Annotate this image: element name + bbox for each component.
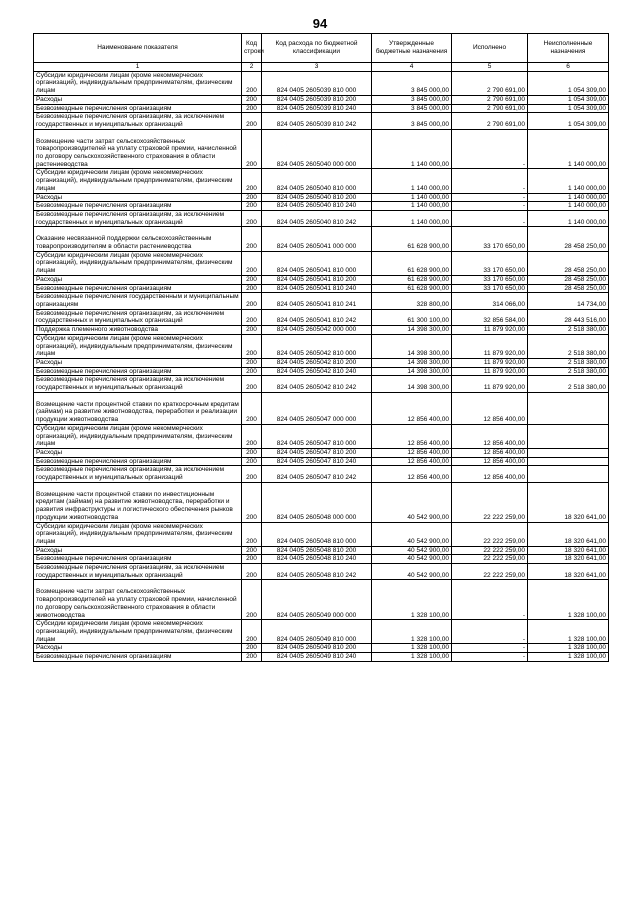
approved-amount-cell: 61 300 100,00 xyxy=(372,309,452,325)
unexecuted-amount-cell: 1 328 100,00 xyxy=(528,653,609,662)
approved-amount-cell: 1 328 100,00 xyxy=(372,644,452,653)
approved-amount-cell: 1 140 000,00 xyxy=(372,169,452,193)
executed-amount-cell: - xyxy=(452,644,528,653)
table-row xyxy=(34,522,609,546)
executed-amount-cell: 2 790 691,00 xyxy=(452,104,528,113)
expense-code-cell: 824 0405 2605039 810 000 xyxy=(262,71,372,95)
line-code-cell: 200 xyxy=(242,653,262,662)
unexecuted-amount-cell: 1 140 000,00 xyxy=(528,193,609,202)
approved-amount-cell: 14 398 300,00 xyxy=(372,358,452,367)
executed-amount-cell: 2 790 691,00 xyxy=(452,71,528,95)
line-code-cell: 200 xyxy=(242,424,262,448)
table-row xyxy=(34,293,609,309)
column-number: 6 xyxy=(528,63,609,72)
unexecuted-amount-cell: 2 518 380,00 xyxy=(528,358,609,367)
line-code-cell: 200 xyxy=(242,202,262,211)
expense-code-cell: 824 0405 2605049 810 240 xyxy=(262,653,372,662)
approved-amount-cell: 12 856 400,00 xyxy=(372,448,452,457)
executed-amount-cell: - xyxy=(452,129,528,169)
indicator-name-cell: Субсидии юридическим лицам (кроме некоммерческих организаций), индивидуальным предпринимателям, физическим лицам xyxy=(34,169,242,193)
unexecuted-amount-cell xyxy=(528,448,609,457)
executed-amount-cell: 12 856 400,00 xyxy=(452,424,528,448)
line-code-cell: 200 xyxy=(242,580,262,620)
column-number-row xyxy=(34,63,609,72)
table-row xyxy=(34,334,609,358)
table-row xyxy=(34,202,609,211)
table-row xyxy=(34,376,609,392)
budget-execution-table xyxy=(33,33,609,662)
indicator-name-cell: Расходы xyxy=(34,448,242,457)
unexecuted-amount-cell: 28 458 250,00 xyxy=(528,251,609,275)
approved-amount-cell: 40 542 900,00 xyxy=(372,522,452,546)
indicator-name-cell: Субсидии юридическим лицам (кроме некоммерческих организаций), индивидуальным предпринимателям, физическим лицам xyxy=(34,251,242,275)
executed-amount-cell: 22 222 259,00 xyxy=(452,555,528,564)
unexecuted-amount-cell: 14 734,00 xyxy=(528,293,609,309)
indicator-name-cell: Субсидии юридическим лицам (кроме некоммерческих организаций), индивидуальным предпринимателям, физическим лицам xyxy=(34,334,242,358)
table-row xyxy=(34,104,609,113)
indicator-name-cell: Расходы xyxy=(34,275,242,284)
unexecuted-amount-cell: 1 328 100,00 xyxy=(528,644,609,653)
expense-code-cell: 824 0405 2605047 810 200 xyxy=(262,448,372,457)
executed-amount-cell: - xyxy=(452,169,528,193)
unexecuted-amount-cell xyxy=(528,424,609,448)
indicator-name-cell: Безвозмездные перечисления организациям xyxy=(34,555,242,564)
approved-amount-cell: 1 140 000,00 xyxy=(372,129,452,169)
expense-code-cell: 824 0405 2605040 810 000 xyxy=(262,169,372,193)
unexecuted-amount-cell: 18 320 641,00 xyxy=(528,564,609,580)
unexecuted-amount-cell: 2 518 380,00 xyxy=(528,326,609,335)
approved-amount-cell: 12 856 400,00 xyxy=(372,424,452,448)
line-code-cell: 200 xyxy=(242,564,262,580)
indicator-name-cell: Возмещение части процентной ставки по инвестиционным кредитам (займам) на развитие животноводства, переработки и развития инфраструктуры и логистического обеспечения рынков продукции животноводства xyxy=(34,482,242,522)
indicator-name-cell: Безвозмездные перечисления организациям, за исключением государственных и муниципальных организаций xyxy=(34,210,242,226)
line-code-cell: 200 xyxy=(242,104,262,113)
table-row xyxy=(34,466,609,482)
executed-amount-cell: 11 879 920,00 xyxy=(452,358,528,367)
indicator-name-cell: Безвозмездные перечисления организациям xyxy=(34,653,242,662)
table-row xyxy=(34,392,609,424)
line-code-cell: 200 xyxy=(242,129,262,169)
executed-amount-cell: 33 170 650,00 xyxy=(452,275,528,284)
column-number: 1 xyxy=(34,63,242,72)
expense-code-cell: 824 0405 2605039 810 200 xyxy=(262,95,372,104)
indicator-name-cell: Расходы xyxy=(34,358,242,367)
unexecuted-amount-cell: 18 320 641,00 xyxy=(528,522,609,546)
expense-code-cell: 824 0405 2605041 810 240 xyxy=(262,284,372,293)
line-code-cell: 200 xyxy=(242,309,262,325)
column-number: 5 xyxy=(452,63,528,72)
expense-code-cell: 824 0405 2605039 810 242 xyxy=(262,113,372,129)
expense-code-cell: 824 0405 2605041 810 241 xyxy=(262,293,372,309)
approved-amount-cell: 328 800,00 xyxy=(372,293,452,309)
approved-amount-cell: 12 856 400,00 xyxy=(372,466,452,482)
expense-code-cell: 824 0405 2605041 810 242 xyxy=(262,309,372,325)
header-line-code: Код строки xyxy=(242,34,262,63)
expense-code-cell: 824 0405 2605040 810 242 xyxy=(262,210,372,226)
executed-amount-cell: 22 222 259,00 xyxy=(452,482,528,522)
header-indicator-name: Наименование показателя xyxy=(34,34,242,63)
indicator-name-cell: Субсидии юридическим лицам (кроме некоммерческих организаций), индивидуальным предпринимателям, физическим лицам xyxy=(34,71,242,95)
indicator-name-cell: Расходы xyxy=(34,95,242,104)
table-body xyxy=(34,71,609,661)
column-number: 2 xyxy=(242,63,262,72)
expense-code-cell: 824 0405 2605049 810 200 xyxy=(262,644,372,653)
table-row xyxy=(34,71,609,95)
table-row xyxy=(34,326,609,335)
table-row xyxy=(34,644,609,653)
table-row xyxy=(34,227,609,251)
unexecuted-amount-cell xyxy=(528,392,609,424)
executed-amount-cell: - xyxy=(452,202,528,211)
executed-amount-cell: 12 856 400,00 xyxy=(452,457,528,466)
expense-code-cell: 824 0405 2605040 810 240 xyxy=(262,202,372,211)
expense-code-cell: 824 0405 2605042 810 242 xyxy=(262,376,372,392)
expense-code-cell: 824 0405 2605048 000 000 xyxy=(262,482,372,522)
approved-amount-cell: 61 628 900,00 xyxy=(372,284,452,293)
indicator-name-cell: Возмещение части процентной ставки по краткосрочным кредитам (займам) на развитие животноводства, переработки и реализации продукции животноводства xyxy=(34,392,242,424)
table-row xyxy=(34,358,609,367)
approved-amount-cell: 61 628 900,00 xyxy=(372,275,452,284)
line-code-cell: 200 xyxy=(242,334,262,358)
line-code-cell: 200 xyxy=(242,620,262,644)
unexecuted-amount-cell: 1 140 000,00 xyxy=(528,210,609,226)
executed-amount-cell: - xyxy=(452,620,528,644)
table-row xyxy=(34,564,609,580)
expense-code-cell: 824 0405 2605041 000 000 xyxy=(262,227,372,251)
approved-amount-cell: 40 542 900,00 xyxy=(372,555,452,564)
executed-amount-cell: 32 856 584,00 xyxy=(452,309,528,325)
unexecuted-amount-cell: 28 458 250,00 xyxy=(528,227,609,251)
indicator-name-cell: Безвозмездные перечисления организациям xyxy=(34,284,242,293)
unexecuted-amount-cell: 28 458 250,00 xyxy=(528,275,609,284)
unexecuted-amount-cell: 1 140 000,00 xyxy=(528,169,609,193)
table-row xyxy=(34,193,609,202)
unexecuted-amount-cell: 1 140 000,00 xyxy=(528,202,609,211)
unexecuted-amount-cell: 28 443 516,00 xyxy=(528,309,609,325)
approved-amount-cell: 14 398 300,00 xyxy=(372,376,452,392)
header-expense-code: Код расхода по бюджетной классификации xyxy=(262,34,372,63)
line-code-cell: 200 xyxy=(242,448,262,457)
expense-code-cell: 824 0405 2605039 810 240 xyxy=(262,104,372,113)
indicator-name-cell: Безвозмездные перечисления организациям, за исключением государственных и муниципальных организаций xyxy=(34,564,242,580)
table-row xyxy=(34,309,609,325)
indicator-name-cell: Безвозмездные перечисления организациям, за исключением государственных и муниципальных организаций xyxy=(34,309,242,325)
executed-amount-cell: 12 856 400,00 xyxy=(452,466,528,482)
expense-code-cell: 824 0405 2605040 810 200 xyxy=(262,193,372,202)
expense-code-cell: 824 0405 2605048 810 240 xyxy=(262,555,372,564)
executed-amount-cell: 11 879 920,00 xyxy=(452,376,528,392)
approved-amount-cell: 1 140 000,00 xyxy=(372,202,452,211)
executed-amount-cell: 11 879 920,00 xyxy=(452,367,528,376)
line-code-cell: 200 xyxy=(242,644,262,653)
approved-amount-cell: 61 628 900,00 xyxy=(372,227,452,251)
indicator-name-cell: Расходы xyxy=(34,644,242,653)
unexecuted-amount-cell: 1 054 309,00 xyxy=(528,95,609,104)
expense-code-cell: 824 0405 2605041 810 000 xyxy=(262,251,372,275)
approved-amount-cell: 3 845 000,00 xyxy=(372,104,452,113)
executed-amount-cell: 12 856 400,00 xyxy=(452,392,528,424)
approved-amount-cell: 40 542 900,00 xyxy=(372,564,452,580)
line-code-cell: 200 xyxy=(242,193,262,202)
unexecuted-amount-cell xyxy=(528,466,609,482)
line-code-cell: 200 xyxy=(242,392,262,424)
executed-amount-cell: - xyxy=(452,653,528,662)
executed-amount-cell: 12 856 400,00 xyxy=(452,448,528,457)
executed-amount-cell: - xyxy=(452,580,528,620)
table-row xyxy=(34,448,609,457)
executed-amount-cell: - xyxy=(452,193,528,202)
column-number: 4 xyxy=(372,63,452,72)
line-code-cell: 200 xyxy=(242,275,262,284)
table-row xyxy=(34,113,609,129)
approved-amount-cell: 1 140 000,00 xyxy=(372,210,452,226)
unexecuted-amount-cell: 1 328 100,00 xyxy=(528,620,609,644)
indicator-name-cell: Безвозмездные перечисления организациям xyxy=(34,457,242,466)
table-row xyxy=(34,169,609,193)
executed-amount-cell: 11 879 920,00 xyxy=(452,326,528,335)
approved-amount-cell: 1 328 100,00 xyxy=(372,580,452,620)
approved-amount-cell: 1 140 000,00 xyxy=(372,193,452,202)
unexecuted-amount-cell: 1 054 309,00 xyxy=(528,113,609,129)
expense-code-cell: 824 0405 2605049 000 000 xyxy=(262,580,372,620)
expense-code-cell: 824 0405 2605042 810 000 xyxy=(262,334,372,358)
approved-amount-cell: 12 856 400,00 xyxy=(372,457,452,466)
expense-code-cell: 824 0405 2605047 810 242 xyxy=(262,466,372,482)
line-code-cell: 200 xyxy=(242,284,262,293)
table-row xyxy=(34,482,609,522)
header-executed: Исполнено xyxy=(452,34,528,63)
table-row xyxy=(34,580,609,620)
executed-amount-cell: 314 066,00 xyxy=(452,293,528,309)
unexecuted-amount-cell: 28 458 250,00 xyxy=(528,284,609,293)
approved-amount-cell: 12 856 400,00 xyxy=(372,392,452,424)
header-unexecuted: Неисполненные назначения xyxy=(528,34,609,63)
line-code-cell: 200 xyxy=(242,251,262,275)
approved-amount-cell: 1 328 100,00 xyxy=(372,653,452,662)
executed-amount-cell: 22 222 259,00 xyxy=(452,546,528,555)
unexecuted-amount-cell: 18 320 641,00 xyxy=(528,555,609,564)
indicator-name-cell: Субсидии юридическим лицам (кроме некоммерческих организаций), индивидуальным предпринимателям, физическим лицам xyxy=(34,620,242,644)
line-code-cell: 200 xyxy=(242,227,262,251)
table-row xyxy=(34,457,609,466)
line-code-cell: 200 xyxy=(242,546,262,555)
executed-amount-cell: 11 879 920,00 xyxy=(452,334,528,358)
unexecuted-amount-cell: 2 518 380,00 xyxy=(528,367,609,376)
expense-code-cell: 824 0405 2605042 810 200 xyxy=(262,358,372,367)
line-code-cell: 200 xyxy=(242,466,262,482)
unexecuted-amount-cell: 1 328 100,00 xyxy=(528,580,609,620)
approved-amount-cell: 1 328 100,00 xyxy=(372,620,452,644)
line-code-cell: 200 xyxy=(242,367,262,376)
table-row xyxy=(34,424,609,448)
expense-code-cell: 824 0405 2605042 000 000 xyxy=(262,326,372,335)
unexecuted-amount-cell: 1 054 309,00 xyxy=(528,104,609,113)
indicator-name-cell: Безвозмездные перечисления организациям xyxy=(34,367,242,376)
line-code-cell: 200 xyxy=(242,210,262,226)
unexecuted-amount-cell: 2 518 380,00 xyxy=(528,376,609,392)
executed-amount-cell: 33 170 650,00 xyxy=(452,251,528,275)
indicator-name-cell: Безвозмездные перечисления организациям xyxy=(34,104,242,113)
approved-amount-cell: 14 398 300,00 xyxy=(372,334,452,358)
approved-amount-cell: 40 542 900,00 xyxy=(372,546,452,555)
indicator-name-cell: Субсидии юридическим лицам (кроме некоммерческих организаций), индивидуальным предпринимателям, физическим лицам xyxy=(34,424,242,448)
unexecuted-amount-cell xyxy=(528,457,609,466)
table-row xyxy=(34,129,609,169)
approved-amount-cell: 3 845 000,00 xyxy=(372,71,452,95)
expense-code-cell: 824 0405 2605040 000 000 xyxy=(262,129,372,169)
expense-code-cell: 824 0405 2605048 810 242 xyxy=(262,564,372,580)
executed-amount-cell: 2 790 691,00 xyxy=(452,113,528,129)
executed-amount-cell: 33 170 650,00 xyxy=(452,227,528,251)
line-code-cell: 200 xyxy=(242,376,262,392)
line-code-cell: 200 xyxy=(242,169,262,193)
line-code-cell: 200 xyxy=(242,113,262,129)
expense-code-cell: 824 0405 2605042 810 240 xyxy=(262,367,372,376)
approved-amount-cell: 14 398 300,00 xyxy=(372,326,452,335)
approved-amount-cell: 3 845 000,00 xyxy=(372,113,452,129)
line-code-cell: 200 xyxy=(242,358,262,367)
unexecuted-amount-cell: 1 140 000,00 xyxy=(528,129,609,169)
executed-amount-cell: 22 222 259,00 xyxy=(452,564,528,580)
indicator-name-cell: Безвозмездные перечисления организациям, за исключением государственных и муниципальных организаций xyxy=(34,113,242,129)
table-row xyxy=(34,284,609,293)
expense-code-cell: 824 0405 2605049 810 000 xyxy=(262,620,372,644)
unexecuted-amount-cell: 2 518 380,00 xyxy=(528,334,609,358)
line-code-cell: 200 xyxy=(242,326,262,335)
approved-amount-cell: 61 628 900,00 xyxy=(372,251,452,275)
expense-code-cell: 824 0405 2605047 810 000 xyxy=(262,424,372,448)
indicator-name-cell: Поддержка племенного животноводства xyxy=(34,326,242,335)
expense-code-cell: 824 0405 2605047 810 240 xyxy=(262,457,372,466)
line-code-cell: 200 xyxy=(242,555,262,564)
line-code-cell: 200 xyxy=(242,71,262,95)
table-row xyxy=(34,210,609,226)
indicator-name-cell: Субсидии юридическим лицам (кроме некоммерческих организаций), индивидуальным предпринимателям, физическим лицам xyxy=(34,522,242,546)
unexecuted-amount-cell: 18 320 641,00 xyxy=(528,546,609,555)
indicator-name-cell: Возмещение части затрат сельскохозяйственных товаропроизводителей на уплату страховой премии, начисленной по договору сельскохозяйственного страхования в области животноводства xyxy=(34,580,242,620)
line-code-cell: 200 xyxy=(242,522,262,546)
table-row xyxy=(34,620,609,644)
expense-code-cell: 824 0405 2605048 810 000 xyxy=(262,522,372,546)
indicator-name-cell: Безвозмездные перечисления организациям, за исключением государственных и муниципальных организаций xyxy=(34,466,242,482)
line-code-cell: 200 xyxy=(242,457,262,466)
column-number: 3 xyxy=(262,63,372,72)
header-approved: Утвержденные бюджетные назначения xyxy=(372,34,452,63)
indicator-name-cell: Безвозмездные перечисления организациям xyxy=(34,202,242,211)
approved-amount-cell: 3 845 000,00 xyxy=(372,95,452,104)
table-row xyxy=(34,367,609,376)
indicator-name-cell: Безвозмездные перечисления государственным и муниципальным организациям xyxy=(34,293,242,309)
header-row xyxy=(34,34,609,63)
table-row xyxy=(34,95,609,104)
page-number: 94 xyxy=(312,16,328,31)
expense-code-cell: 824 0405 2605041 810 200 xyxy=(262,275,372,284)
executed-amount-cell: 2 790 691,00 xyxy=(452,95,528,104)
table-row xyxy=(34,653,609,662)
indicator-name-cell: Безвозмездные перечисления организациям, за исключением государственных и муниципальных организаций xyxy=(34,376,242,392)
approved-amount-cell: 40 542 900,00 xyxy=(372,482,452,522)
table-row xyxy=(34,251,609,275)
table-row xyxy=(34,275,609,284)
executed-amount-cell: 33 170 650,00 xyxy=(452,284,528,293)
indicator-name-cell: Оказание несвязанной поддержки сельскохозяйственным товаропроизводителям в области растениеводства xyxy=(34,227,242,251)
line-code-cell: 200 xyxy=(242,482,262,522)
line-code-cell: 200 xyxy=(242,95,262,104)
indicator-name-cell: Расходы xyxy=(34,546,242,555)
approved-amount-cell: 14 398 300,00 xyxy=(372,367,452,376)
executed-amount-cell: - xyxy=(452,210,528,226)
unexecuted-amount-cell: 1 054 309,00 xyxy=(528,71,609,95)
unexecuted-amount-cell: 18 320 641,00 xyxy=(528,482,609,522)
expense-code-cell: 824 0405 2605048 810 200 xyxy=(262,546,372,555)
executed-amount-cell: 22 222 259,00 xyxy=(452,522,528,546)
indicator-name-cell: Расходы xyxy=(34,193,242,202)
indicator-name-cell: Возмещение части затрат сельскохозяйственных товаропроизводителей на уплату страховой премии, начисленной по договору сельскохозяйственного страхования в области растениеводства xyxy=(34,129,242,169)
table-row xyxy=(34,546,609,555)
line-code-cell: 200 xyxy=(242,293,262,309)
table-row xyxy=(34,555,609,564)
expense-code-cell: 824 0405 2605047 000 000 xyxy=(262,392,372,424)
